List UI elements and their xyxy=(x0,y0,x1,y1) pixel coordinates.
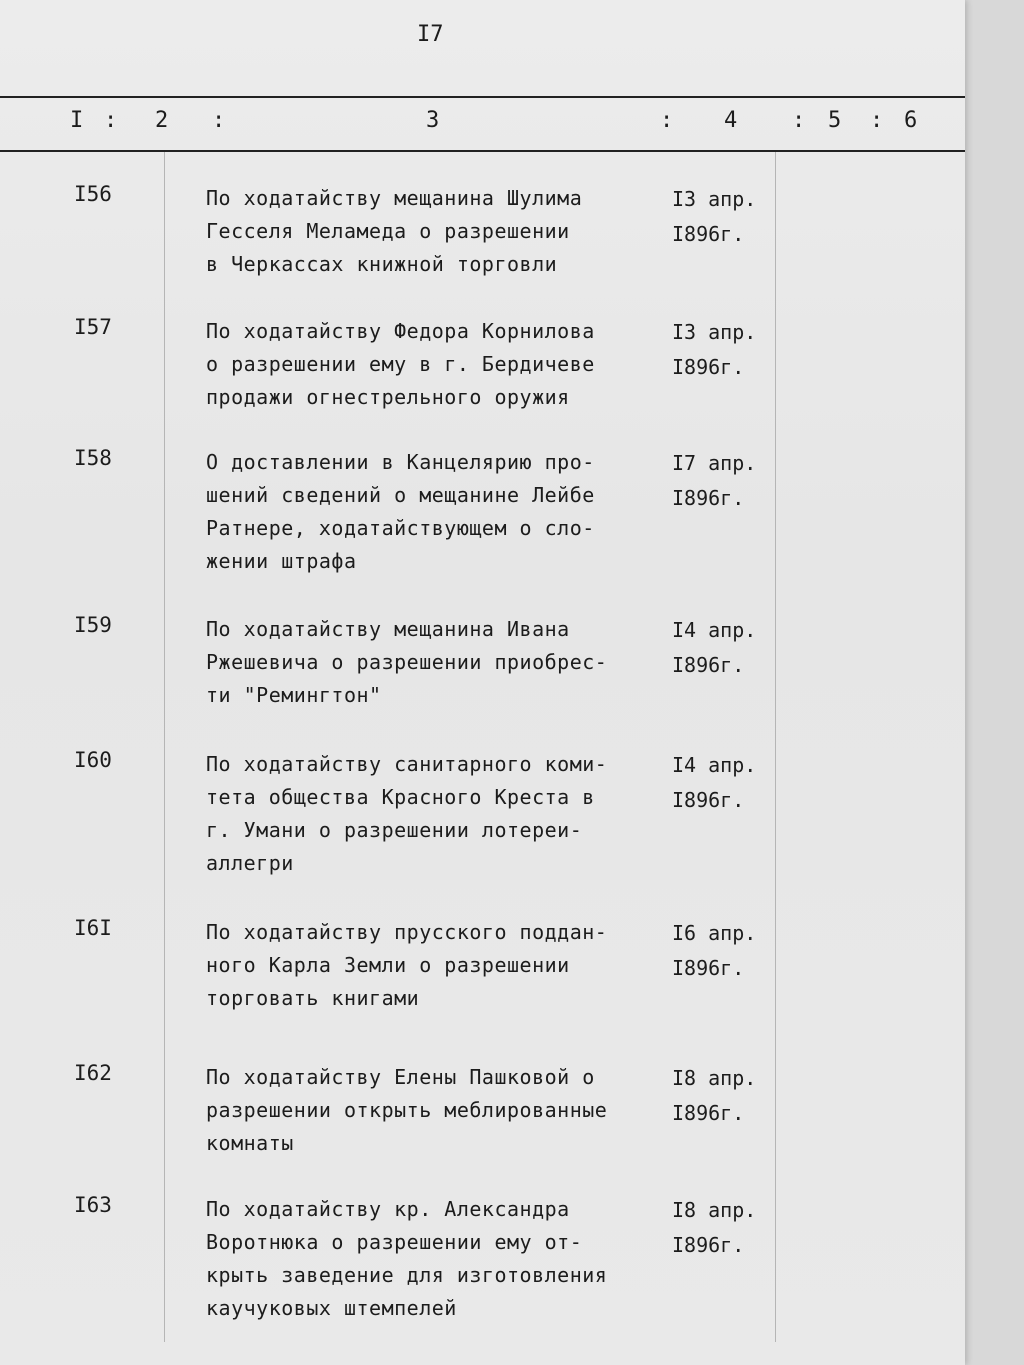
entry-number: I57 xyxy=(74,315,112,339)
column-header-1: I xyxy=(70,108,86,133)
entry-title: По ходатайству Федора Корнилова о разрешении ему в г. Бердичеве продажи огнестрельного оружия xyxy=(206,319,595,409)
column-divider xyxy=(775,152,776,1342)
column-header-3: 3 xyxy=(426,108,442,133)
entry-date: I8 апр. I896г. xyxy=(672,1198,757,1257)
entry-title: По ходатайству Елены Пашковой о разрешении открыть меблированные комнаты xyxy=(206,1065,608,1155)
entry-date: I4 апр. I896г. xyxy=(672,618,757,677)
column-separator: : xyxy=(792,108,808,133)
entry-title: По ходатайству кр. Александра Воротнюка о разрешении ему от- крыть заведение для изготовления каучуковых штемпелей xyxy=(206,1197,608,1320)
entry-title: По ходатайству мещанина Шулима Гесселя Меламеда о разрешении в Черкассах книжной торговли xyxy=(206,186,583,276)
entry-title: О доставлении в Канцелярию про- шений сведений о мещанине Лейбе Ратнере, ходатайствующем о сло- жении штрафа xyxy=(206,450,595,573)
page-number: I7 xyxy=(417,22,444,47)
column-separator: : xyxy=(212,108,228,133)
entry-number: I56 xyxy=(74,182,112,206)
entry-number: I62 xyxy=(74,1061,112,1085)
column-header-6: 6 xyxy=(904,108,920,133)
column-header-4: 4 xyxy=(724,108,740,133)
column-separator: : xyxy=(870,108,886,133)
column-header-2: 2 xyxy=(155,108,171,133)
entry-number: I60 xyxy=(74,748,112,772)
header-rule-top xyxy=(0,96,965,98)
entry-title: По ходатайству прусского поддан- ного Карла Земли о разрешении торговать книгами xyxy=(206,920,608,1010)
entry-number: I59 xyxy=(74,613,112,637)
entry-number: I6I xyxy=(74,916,112,940)
entry-title: По ходатайству мещанина Ивана Ржешевича о разрешении приобрес- ти "Ремингтон" xyxy=(206,617,608,707)
entry-date: I3 апр. I896г. xyxy=(672,187,757,246)
column-separator: : xyxy=(660,108,676,133)
entry-date: I4 апр. I896г. xyxy=(672,753,757,812)
column-divider xyxy=(164,152,165,1342)
column-separator: : xyxy=(104,108,120,133)
entry-title: По ходатайству санитарного коми- тета общества Красного Креста в г. Умани о разрешении лотереи- аллегри xyxy=(206,752,608,875)
header-rule-bottom xyxy=(0,150,965,152)
entry-date: I7 апр. I896г. xyxy=(672,451,757,510)
entry-number: I58 xyxy=(74,446,112,470)
entry-date: I6 апр. I896г. xyxy=(672,921,757,980)
column-header-5: 5 xyxy=(828,108,844,133)
entry-date: I8 апр. I896г. xyxy=(672,1066,757,1125)
entry-date: I3 апр. I896г. xyxy=(672,320,757,379)
entry-number: I63 xyxy=(74,1193,112,1217)
